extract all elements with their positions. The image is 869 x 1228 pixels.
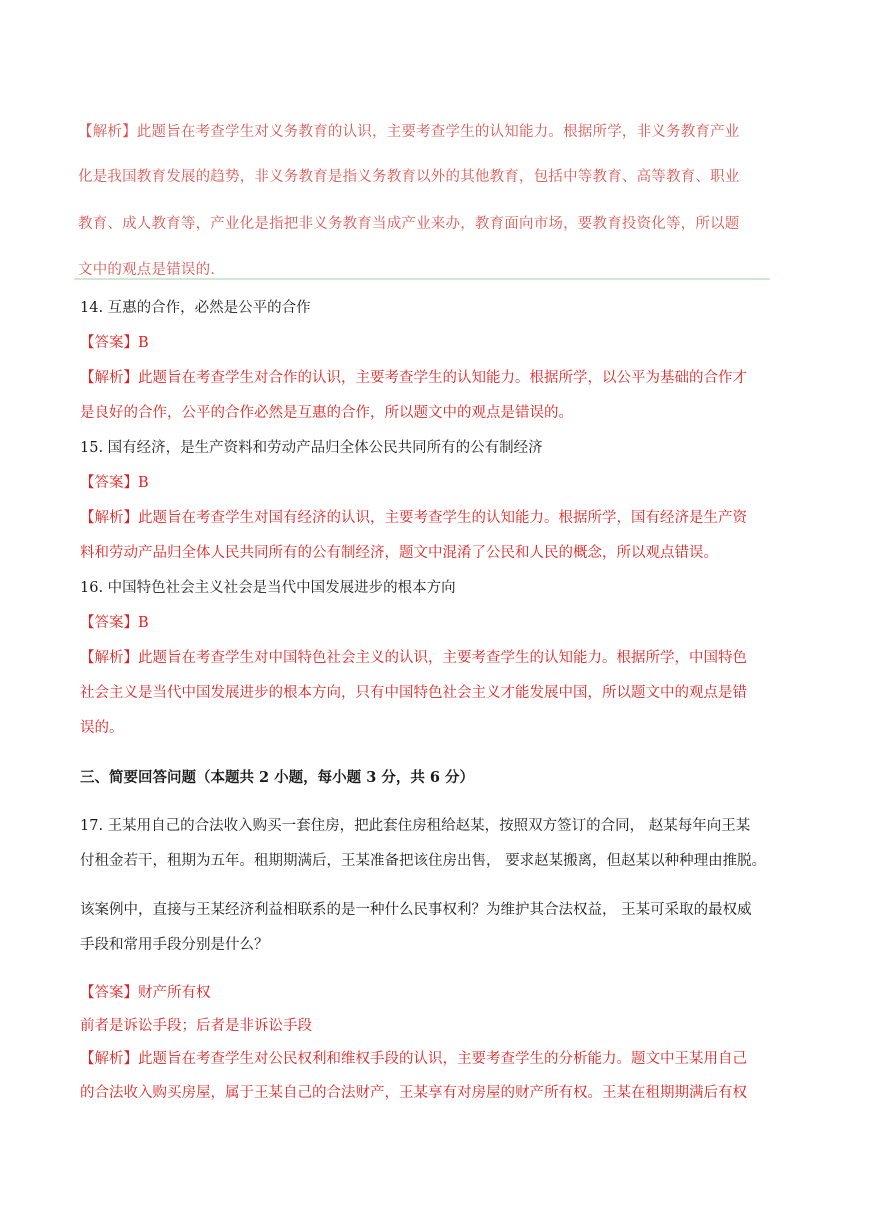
analysis-14-line: 【解析】此题旨在考查学生对合作的认识，主要考查学生的认知能力。根据所学，以公平为基础的合作才 (80, 370, 747, 386)
scan-line: 文中的观点是错误的. (78, 262, 216, 278)
question-17-line: 付租金若干，租期为五年。租期期满后，王某准备把该住房出售， 要求赵某搬离，但赵某以种种理由推脱。 (80, 853, 767, 869)
analysis-16-line: 社会主义是当代中国发展进步的根本方向，只有中国特色社会主义才能发展中国，所以题文中的观点是错 (80, 685, 747, 701)
analysis-14-line: 是良好的合作，公平的合作必然是互惠的合作，所以题文中的观点是错误的。 (80, 405, 573, 421)
question-17-line: 该案例中，直接与王某经济利益相联系的是一种什么民事权利？为维护其合法权益， 王某可采取的最权威 (80, 902, 752, 918)
analysis-16-line: 误的。 (80, 720, 124, 736)
scan-line: 化是我国教育发展的趋势，非义务教育是指义务教育以外的其他教育，包括中等教育、高等教育、职业 (78, 169, 740, 185)
analysis-17-line: 【解析】此题旨在考查学生对公民权利和维权手段的认识，主要考查学生的分析能力。题文中王某用自己 (80, 1051, 747, 1067)
scan-line: 【解析】此题旨在考查学生对义务教育的认识，主要考查学生的认知能力。根据所学，非义务教育产业 (78, 124, 740, 140)
question-15: 15. 国有经济，是生产资料和劳动产品归全体公民共同所有的公有制经济 (80, 440, 543, 456)
question-17-line: 手段和常用手段分别是什么？ (80, 937, 269, 953)
scanned-analysis-image (74, 108, 770, 280)
section-3-heading: 三、简要回答问题（本题共 2 小题，每小题 3 分，共 6 分） (80, 769, 475, 786)
answer-16: 【答案】B (80, 615, 149, 631)
answer-17-line: 前者是诉讼手段；后者是非诉讼手段 (80, 1018, 312, 1034)
question-16: 16. 中国特色社会主义社会是当代中国发展进步的根本方向 (80, 580, 456, 596)
question-17-line: 17. 王某用自己的合法收入购买一套住房，把此套住房租给赵某，按照双方签订的合同， 赵某每年向王某 (80, 818, 751, 834)
question-14: 14. 互惠的合作，必然是公平的合作 (80, 300, 311, 316)
analysis-15-line: 料和劳动产品归全体人民共同所有的公有制经济，题文中混淆了公民和人民的概念，所以观点错误。 (80, 545, 718, 561)
analysis-15-line: 【解析】此题旨在考查学生对国有经济的认识，主要考查学生的认知能力。根据所学，国有经济是生产资 (80, 510, 747, 526)
answer-17-line: 【答案】财产所有权 (80, 985, 211, 1001)
scan-line: 教育、成人教育等，产业化是指把非义务教育当成产业来办，教育面向市场，要教育投资化等，所以题 (78, 216, 740, 232)
analysis-16-line: 【解析】此题旨在考查学生对中国特色社会主义的认识，主要考查学生的认知能力。根据所学，中国特色 (80, 650, 747, 666)
answer-15: 【答案】B (80, 475, 149, 491)
analysis-17-line: 的合法收入购买房屋，属于王某自己的合法财产，王某享有对房屋的财产所有权。王某在租期期满后有权 (80, 1085, 747, 1101)
answer-14: 【答案】B (80, 335, 149, 351)
